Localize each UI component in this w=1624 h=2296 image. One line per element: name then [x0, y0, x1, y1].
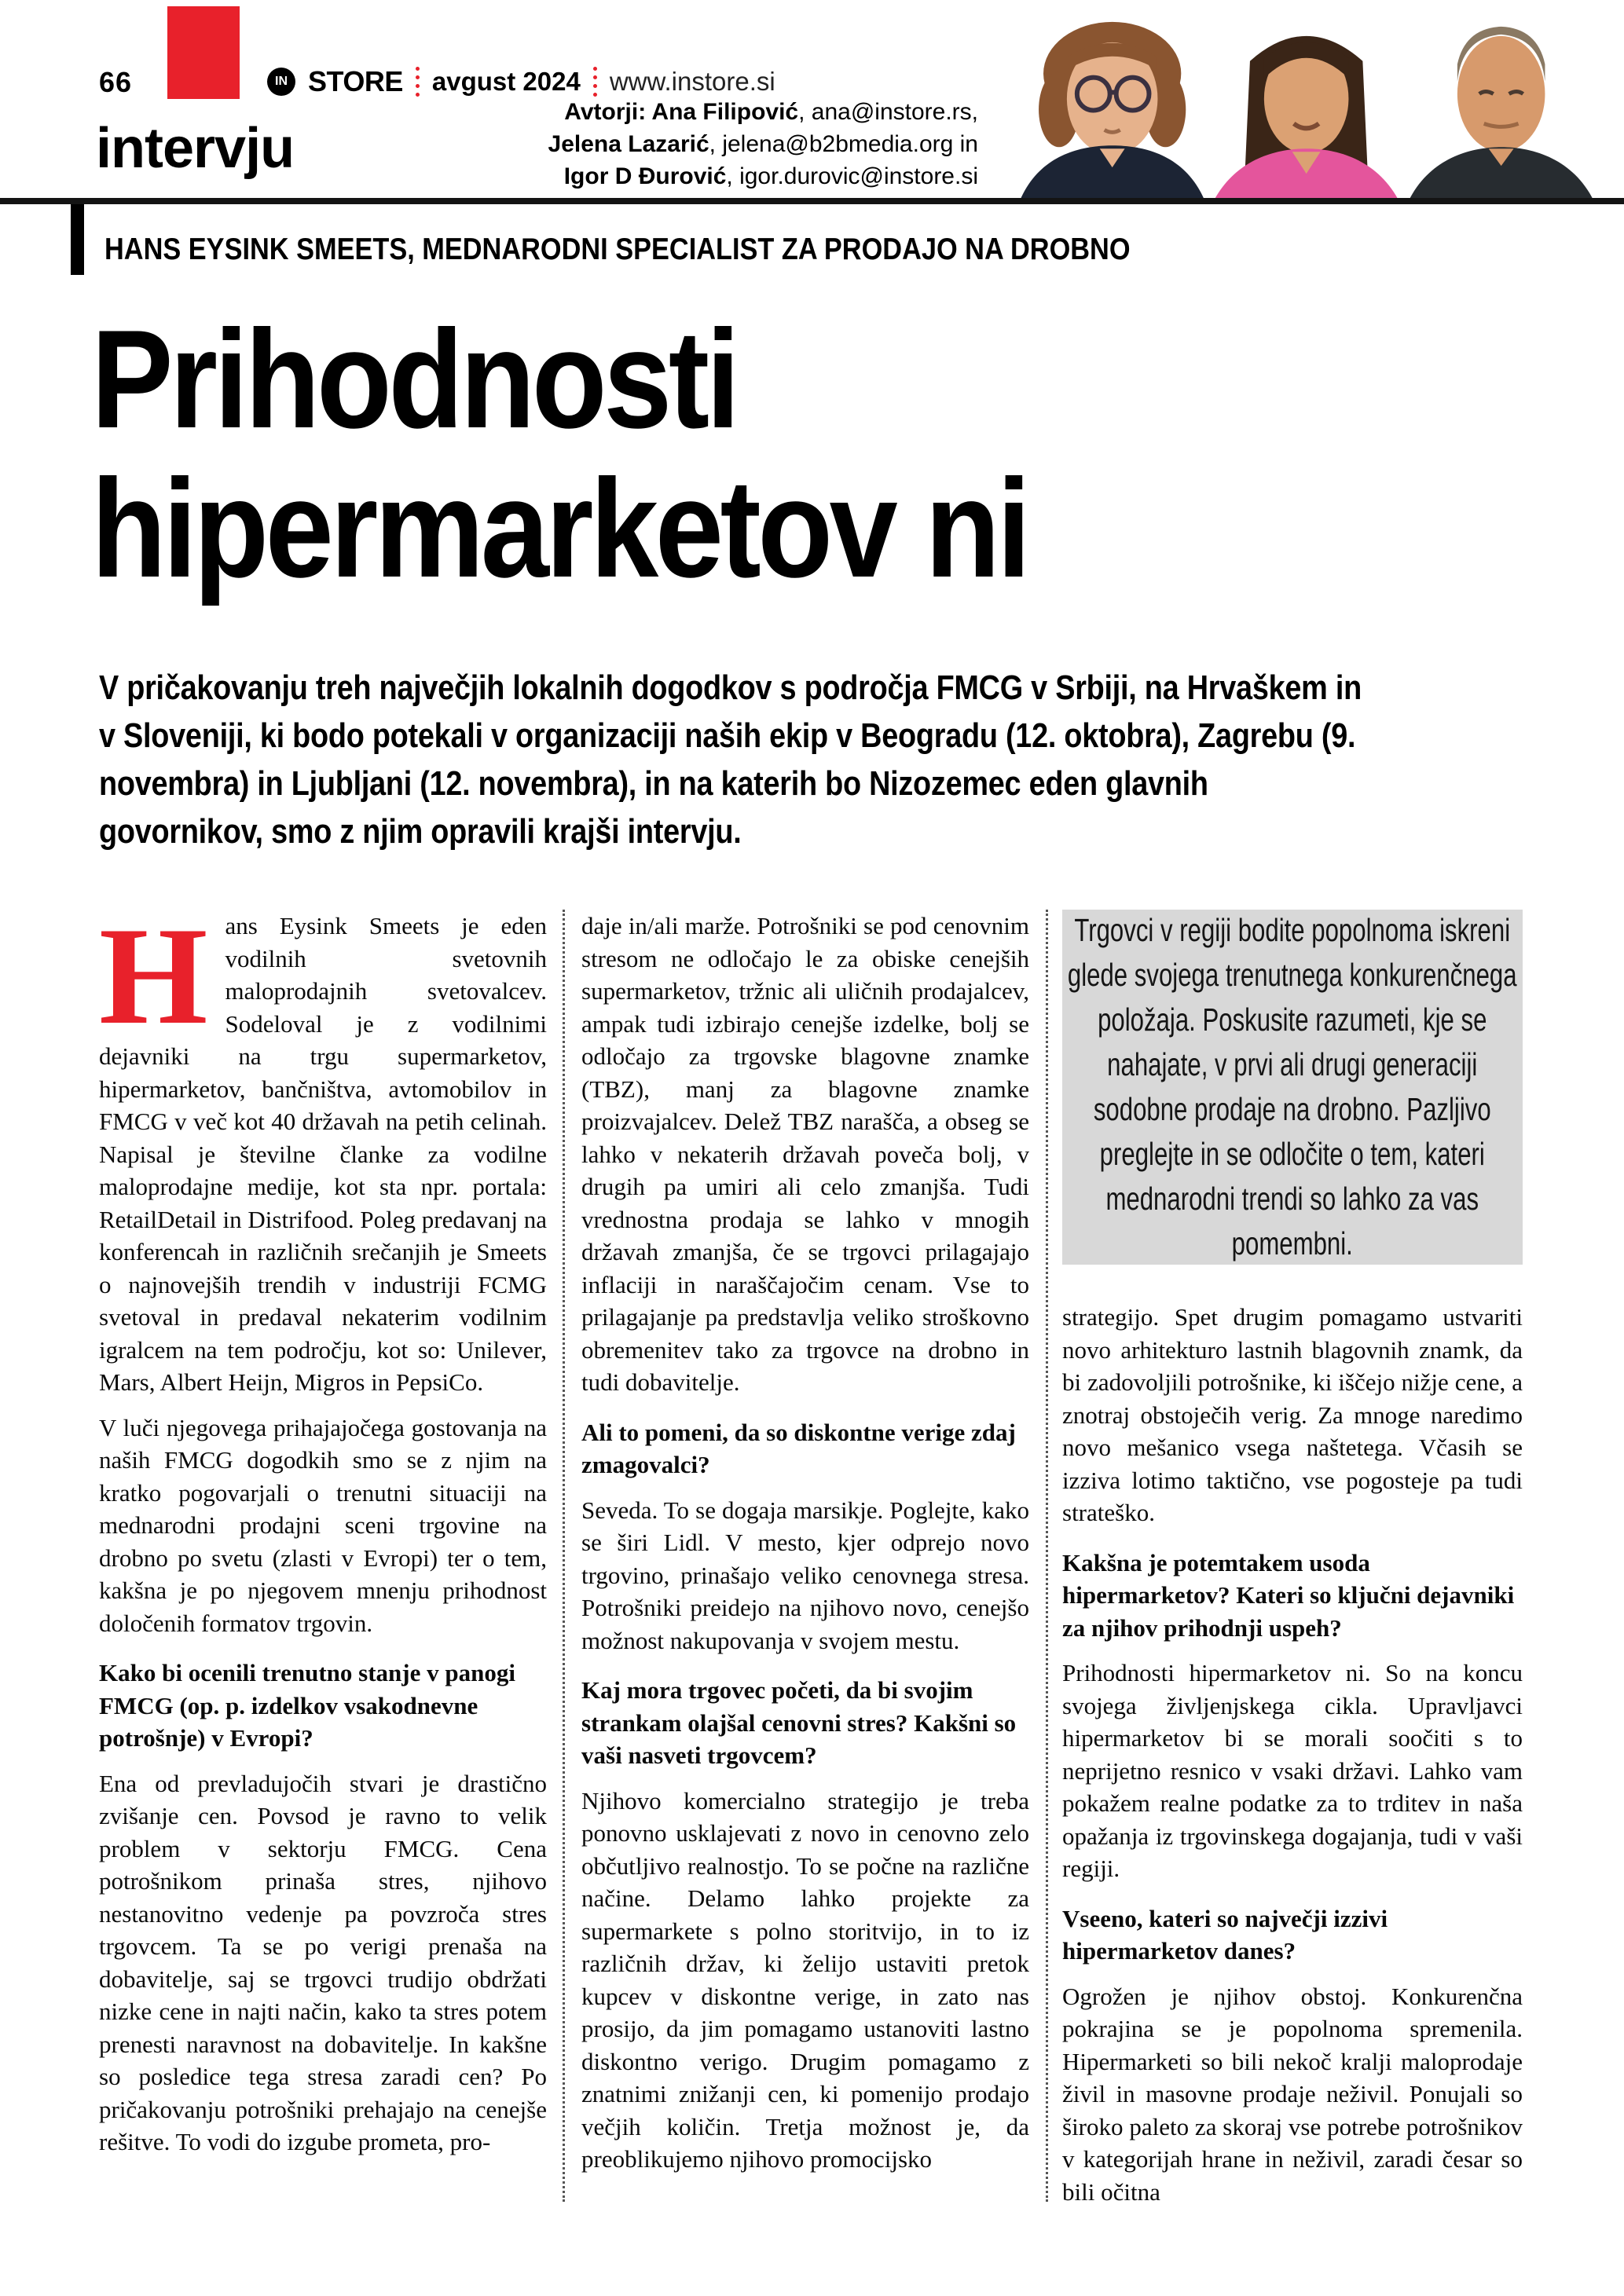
body-paragraph: Ogrožen je njihov obstoj. Konkurenčna pokrajina se je popolnoma spremenila. Hipermarketi so bili nekoč kralji maloprodaje živil in masovne prodaje neživil. Ponujali so široko paleto za skoraj vse potrebe potrošnikov v kategorijah hrane in neživil, zaradi česar so bili očitna — [1062, 1982, 1523, 2206]
masthead — [267, 64, 775, 99]
author-email: , jelena@b2bmedia.org in — [709, 131, 978, 157]
intro-paragraph: V pričakovanju treh največjih lokalnih dogodkov s področja FMCG v Srbiji, na Hrvaškem in v Sloveniji, ki bodo potekali v organizaciji naših ekip v Beogradu (12. oktobra), Zagrebu (9. novembra) in Ljubljani (12. novembra), in na katerih bo Nizozemec eden glavnih govornikov, smo z njim opravili krajši intervju. — [99, 668, 1362, 851]
author-name: Avtorji: Ana Filipović — [564, 99, 799, 125]
author-photo-3 — [1404, 6, 1598, 200]
author-line — [548, 160, 978, 192]
masthead-issue: avgust 2024 — [431, 67, 581, 96]
paragraph-text: ans Eysink Smeets je eden vodilnih svetovnih maloprodajnih svetovalcev. Sodeloval je z vodilnimi dejavniki na trgu supermarketov, hipermarketov, bančništva, avtomobilov in FMCG v več kot 40 državah na petih celinah. Napisal je številne članke za vodilne maloprodajne medije, kot sta npr. portala: RetailDetail in Distrifood. Poleg predavanj na konferencah in različnih srečanjih je Smeets o najnovejših trendih v industriji FCMG svetoval in predaval nekaterim vodilnim igralcem na tem področju, kot so: Unilever, Mars, Albert Heijn, Migros in PepsiCo. — [99, 912, 547, 1396]
body-paragraph — [99, 898, 547, 1399]
drop-cap: H — [99, 898, 208, 1053]
headline-line-1: Prihodnosti — [91, 301, 737, 457]
body-paragraph: Njihovo komercialno strategijo je treba ponovno usklajevati z novo in cenovno zelo občutljivo realnostjo. To se počne na različne načine. Delamo lahko projekte za supermarkete s polno storitvijo, in to iz različnih držav, ki želijo ustaviti pretok kupcev v diskontne verige, in zato nas prosijo, da jim pomagamo ustanoviti lastno diskontno verigo. Drugim pomagamo z znatnimi znižanji cen, ki pomenijo prodajo večjih količin. Tretja možnost je, da preoblikujemo njihovo promocijsko — [581, 1786, 1029, 2173]
headline-line-2: hipermarketov ni — [91, 450, 1028, 606]
portrait-man-balding-dark-polo — [1404, 6, 1598, 200]
author-email: , ana@instore.rs, — [798, 99, 978, 125]
author-line — [548, 128, 978, 160]
instore-logo-red-block — [167, 6, 240, 99]
author-line — [548, 96, 978, 128]
portrait-woman-long-hair-pink — [1209, 6, 1403, 200]
body-paragraph: Prihodnosti hipermarketov ni. So na koncu svojega življenjskega cikla. Upravljavci hipermarketov bi se morali soočiti s to neprijetno resnico v vsaki državi. Lahko vam pokažem realne podatke za to trditev in naša opažanja iz trgovinskega dogajanja, tudi v vaši regiji. — [1062, 1659, 1523, 1882]
authors-block — [548, 96, 978, 192]
kicker-accent-bar — [71, 204, 84, 275]
author-photo-2 — [1209, 6, 1403, 200]
body-paragraph: Seveda. To se dogaja marsikje. Poglejte, kako se širi Lidl. V mesto, kjer odprejo novo trgovino, prinašajo veliko cenovnega stresa. Potrošniki preidejo na njihovo novo, cenejšo možnost nakupovanja v svojem mestu. — [581, 1496, 1029, 1654]
dotted-separator-icon — [416, 67, 420, 97]
author-name: Jelena Lazarić — [548, 131, 709, 157]
column-divider-dotted — [563, 910, 565, 2202]
interview-question: Vseeno, kateri so največji izzivi hipermarketov danes? — [1062, 1904, 1388, 1965]
body-paragraph: strategijo. Spet drugim pomagamo ustvariti novo arhitekturo lastnih blagovnih znamk, da bi zadovoljili potrošnike, ki iščejo nižje cene, a znotraj obstoječih verig. Za mnoge naredimo novo mešanico vsega naštetega. Včasih se izziva lotimo taktično, vse pogosteje pa tudi strateško. — [1062, 1303, 1523, 1526]
section-label-intervju: intervju — [96, 117, 295, 180]
body-paragraph: Ena od prevladujočih stvari je drastično zvišanje cen. Povsod je ravno to velik problem v sektorju FMCG. Cena potrošnikom prinaša stres, njihovo nestanovitno vedenje pa povzroča stres trgovcem. Ta se po verigi prenaša na dobavitelje, saj se trgovci trudijo obdržati nizke cene in najti način, kako ta stres potem prenesti naravnost na dobavitelje. In kakšne so posledice tega stresa zaradi cen? Po pričakovanju potrošniki prehajajo na cenejše rešitve. To vodi do izgube prometa, pro- — [99, 1769, 547, 2155]
author-photo-1 — [1015, 6, 1209, 200]
masthead-website: www.instore.si — [609, 67, 775, 96]
pull-quote-box — [1062, 910, 1523, 1265]
page-number: 66 — [99, 66, 133, 98]
headline — [91, 301, 1028, 606]
author-photos — [1015, 6, 1598, 200]
article-column-2 — [581, 910, 1029, 2188]
author-name: Igor D Đurović — [563, 163, 727, 189]
article-column-3 — [1062, 910, 1523, 2221]
instore-in-circle-icon: IN — [267, 68, 295, 96]
portrait-woman-glasses-curly-hair — [1015, 6, 1209, 200]
body-paragraph: V luči njegovega prihajajočega gostovanja na naših FMCG dogodkih smo se z njim na kratko pogovarjali o trenutni situaciji na mednarodni prodajni sceni trgovine na drobno po svetu (zlasti v Evropi) ter o tem, kakšna je po njegovem mnenju prihodnost določenih formatov trgovin. — [99, 1413, 547, 1637]
author-email: , igor.durovic@instore.si — [726, 163, 978, 189]
kicker: HANS EYSINK SMEETS, MEDNARODNI SPECIALIST ZA PRODAJO NA DROBNO — [104, 233, 1131, 266]
interview-question: Kakšna je potemtakem usoda hipermarketov? Kateri so ključni dejavniki za njihov prihodnji uspeh? — [1062, 1548, 1515, 1642]
dotted-separator-icon — [593, 67, 597, 97]
body-paragraph: daje in/ali marže. Potrošniki se pod cenovnim stresom ne odločajo le za obiske cenejših supermarketov, tržnic ali uličnih prodajalcev, ampak tudi izbirajo cenejše izdelke, bolj se odločajo za trgovske blagovne znamke (TBZ), manj za blagovne znamke proizvajalcev. Delež TBZ narašča, a obseg se lahko v nekaterih državah poveča bolj, v drugih pa umiri ali celo zmanjša. Tudi vrednostna prodaja se lahko v mnogih državah zmanjša, če se trgovci prilagajajo inflaciji in naraščajočim cenam. Vse to prilagajanje pa predstavlja veliko stroškovno obremenitev tako za trgovce na drobno in tudi dobavitelje. — [581, 912, 1029, 1396]
header-divider-rule — [0, 198, 1624, 204]
interview-question: Kako bi ocenili trenutno stanje v panogi FMCG (op. p. izdelkov vsakodnevne potrošnje) v Evropi? — [99, 1659, 515, 1752]
pull-quote-text: Trgovci v regiji bodite popolnoma iskreni glede svojega trenutnega konkurenčnega položaja. Poskusite razumeti, kje se nahajate, v prvi ali drugi generaciji sodobne prodaje na drobno. Pazljivo preglejte in se odločite o tem, kateri mednarodni trendi so lahko za vas pomembni. — [1068, 912, 1517, 1262]
interview-question: Kaj mora trgovec početi, da bi svojim strankam olajšal cenovni stres? Kakšni so vaši nasveti trgovcem? — [581, 1676, 1017, 1769]
masthead-store-wordmark: STORE — [308, 65, 403, 97]
column-divider-dotted — [1046, 910, 1048, 2202]
article-column-1 — [99, 898, 547, 2171]
interview-question: Ali to pomeni, da so diskontne verige zdaj zmagovalci? — [581, 1418, 1016, 1478]
